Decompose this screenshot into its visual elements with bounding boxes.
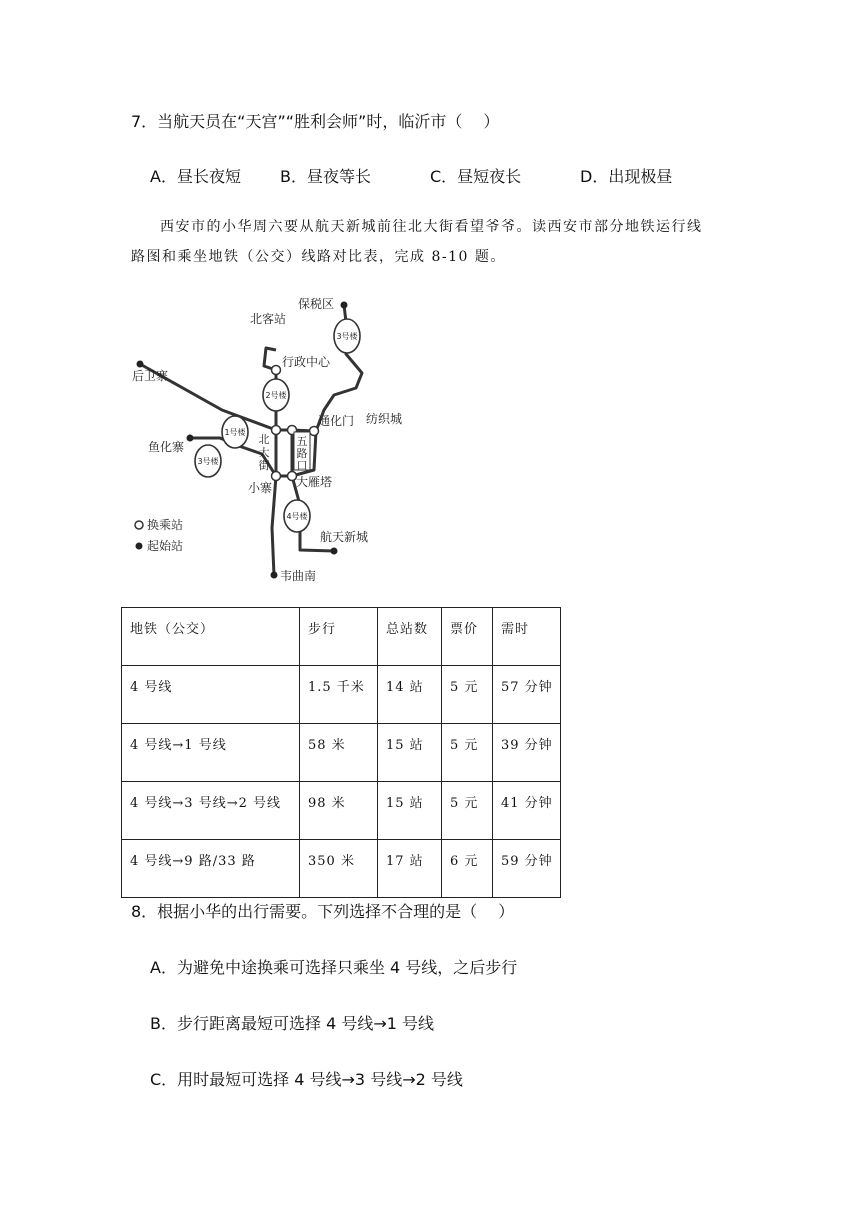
line-2-label: 2号楼: [265, 391, 287, 400]
table-cell: 6 元: [442, 840, 493, 898]
table-cell: 17 站: [378, 840, 442, 898]
table-cell: 4 号线→1 号线: [122, 724, 300, 782]
table-cell: 4 号线→3 号线→2 号线: [122, 782, 300, 840]
table-cell: 14 站: [378, 666, 442, 724]
label-wulukou-1: 五: [296, 435, 308, 448]
table-header-row: [122, 608, 561, 666]
question-7-stem: 7．当航天员在“天宫”“胜利会师”时，临沂市（ ）: [131, 112, 500, 131]
table-cell: 15 站: [378, 782, 442, 840]
table-cell: 5 元: [442, 782, 493, 840]
header-cell: 步行: [300, 608, 378, 666]
terminal-baoshuiqu: [341, 302, 348, 309]
question-8-stem: 8．根据小华的出行需要。下列选择不合理的是（ ）: [131, 902, 515, 921]
label-beidajie-3: 街: [258, 459, 270, 472]
station-houweizhai: 后卫寨: [132, 369, 169, 383]
station-weiqunan: 韦曲南: [280, 569, 317, 583]
table-row: [122, 840, 561, 898]
table-cell: 59 分钟: [493, 840, 561, 898]
station-yuhuazhai: 鱼化寨: [148, 440, 185, 454]
label-beidajie-2: 大: [258, 446, 270, 459]
terminal-yuhuazhai: [187, 435, 194, 442]
legend-terminal-icon: [136, 543, 143, 550]
q7-option-a: A．昼长夜短: [150, 167, 241, 186]
transfer-beidajie: [272, 426, 281, 435]
q8-option-c: C．用时最短可选择 4 号线→3 号线→2 号线: [150, 1070, 463, 1089]
header-cell: 地铁（公交）: [122, 608, 300, 666]
table-row: [122, 782, 561, 840]
table-cell: 350 米: [300, 840, 378, 898]
line-3-label-west: 3号楼: [197, 457, 219, 466]
header-cell: 总站数: [378, 608, 442, 666]
table-cell: 4 号线→9 路/33 路: [122, 840, 300, 898]
legend-transfer-icon: [135, 521, 143, 529]
table-cell: 5 元: [442, 666, 493, 724]
table-cell: 58 米: [300, 724, 378, 782]
table-row: [122, 666, 561, 724]
table-cell: 39 分钟: [493, 724, 561, 782]
q8-option-a: A．为避免中途换乘可选择只乘坐 4 号线，之后步行: [150, 958, 518, 977]
label-wulukou-2: 路: [296, 447, 308, 460]
metro-map: [124, 290, 424, 586]
table-cell: 41 分钟: [493, 782, 561, 840]
q7-option-b: B．昼夜等长: [280, 167, 371, 186]
table-cell: 15 站: [378, 724, 442, 782]
table-cell: 1.5 千米: [300, 666, 378, 724]
q7-option-d: D．出现极昼: [580, 167, 673, 186]
table-cell: 98 米: [300, 782, 378, 840]
legend-terminal: 起始站: [147, 539, 184, 553]
terminal-weiqunan: [271, 572, 278, 579]
intro-line-1: 西安市的小华周六要从航天新城前往北大街看望爷爷。读西安市部分地铁运行线: [160, 219, 703, 235]
table-cell: 57 分钟: [493, 666, 561, 724]
terminal-hangtian: [331, 548, 338, 555]
intro-line-2: 路图和乘坐地铁（公交）线路对比表，完成 8-10 题。: [131, 249, 506, 265]
transfer-xiaozhai: [272, 472, 281, 481]
line-1-label: 1号楼: [224, 428, 246, 437]
line-4-label: 4号楼: [286, 512, 308, 521]
q7-option-c: C．昼短夜长: [430, 167, 522, 186]
station-tonghuamen: 通化门: [318, 414, 355, 428]
label-beidajie-1: 北: [258, 433, 270, 446]
station-beikezhan: 北客站: [250, 312, 287, 326]
station-baoshuiqu: 保税区: [298, 297, 335, 311]
line-3-label-north: 3号楼: [336, 332, 358, 341]
header-cell: 票价: [442, 608, 493, 666]
transfer-xingzhengzhongxin: [272, 366, 281, 375]
station-xiaozhai: 小寨: [248, 481, 273, 495]
station-dayanta: 大雁塔: [296, 475, 333, 489]
legend-transfer: 换乘站: [147, 518, 184, 532]
station-fangzhicheng: 纺织城: [366, 412, 403, 426]
header-cell: 需时: [493, 608, 561, 666]
table-cell: 5 元: [442, 724, 493, 782]
table-row: [122, 724, 561, 782]
table-cell: 4 号线: [122, 666, 300, 724]
station-xingzhengzhongxin: 行政中心: [282, 355, 331, 369]
station-hangtianxincheng: 航天新城: [320, 530, 369, 544]
terminal-houweizhai: [137, 361, 144, 368]
route-comparison-table: [121, 607, 561, 898]
q8-option-b: B．步行距离最短可选择 4 号线→1 号线: [150, 1014, 435, 1033]
label-wulukou-3: 口: [296, 459, 308, 472]
